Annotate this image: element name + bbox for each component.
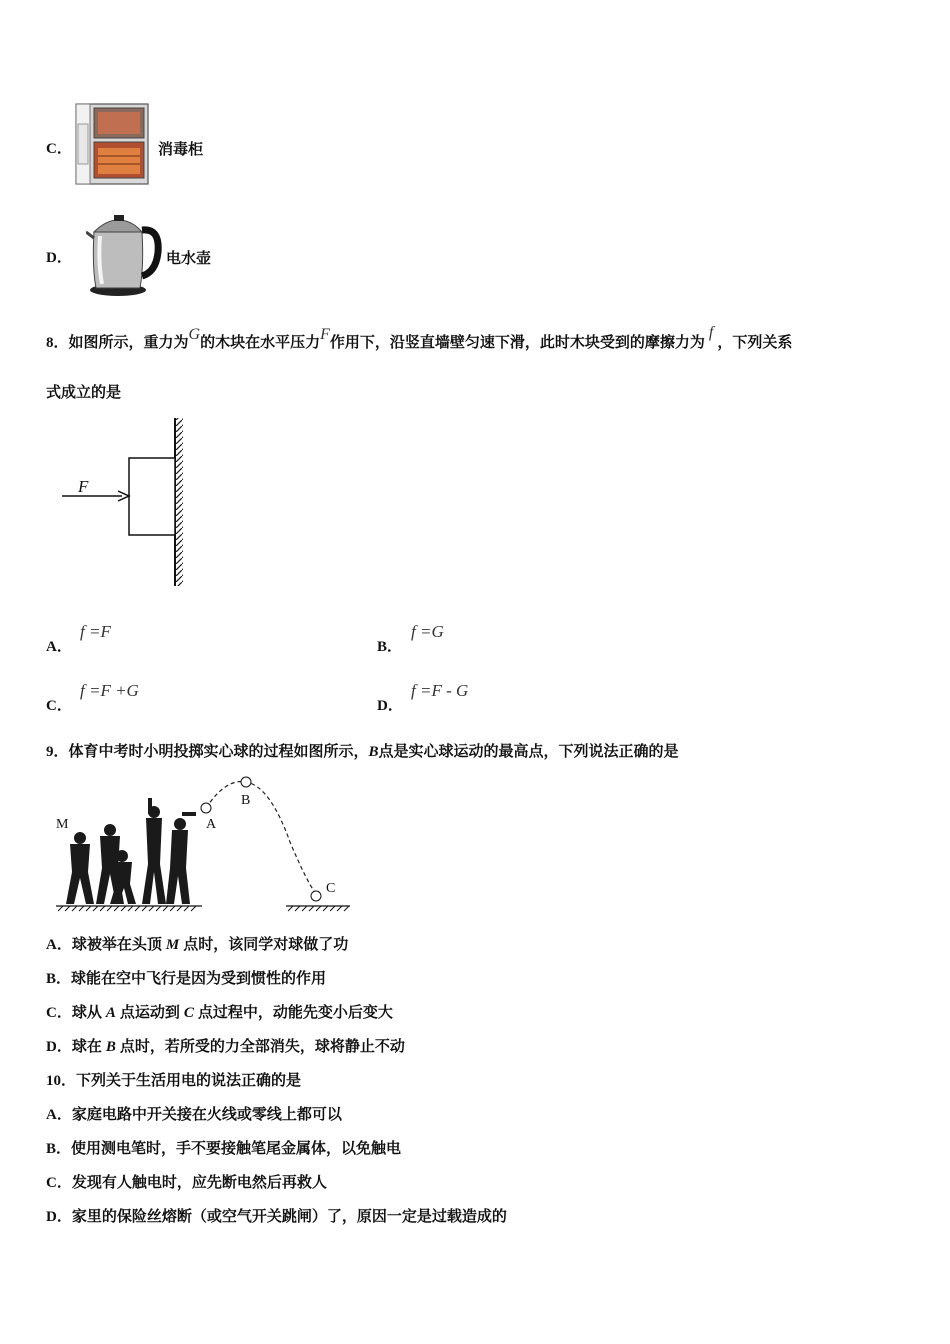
q9-number: 9． (46, 744, 69, 760)
q8-option-d-formula: f =F - G (411, 681, 469, 700)
q9-stem: 9．体育中考时小明投掷实心球的过程如图所示，B点是实心球运动的最高点，下列说法正确的是 (46, 742, 679, 760)
trajectory-path (206, 782, 316, 894)
force-label: F (78, 477, 89, 496)
electric-kettle-image (86, 212, 162, 298)
ball-at-c (311, 891, 321, 901)
q10-option-d: D．家里的保险丝熔断（或空气开关跳闸）了，原因一定是过载造成的 (46, 1207, 507, 1225)
q8-option-d-label: D． (377, 698, 403, 714)
wooden-block (129, 458, 175, 535)
q10-option-b: B．使用测电笔时，手不要接触笔尾金属体，以免触电 (46, 1139, 402, 1157)
ground-left-hatching (58, 906, 196, 911)
q8-number: 8． (46, 335, 69, 351)
disinfection-cabinet-image (72, 102, 152, 186)
q8-option-b-label: B． (377, 639, 403, 655)
q10-number: 10． (46, 1073, 77, 1089)
q8-option-a-label: A． (46, 639, 72, 655)
ball-at-b (241, 777, 251, 787)
q8-var-friction: f (708, 324, 714, 341)
q8-var-force: F (320, 326, 330, 343)
ball-at-a (201, 803, 211, 813)
q8-option-b-formula: f =G (411, 622, 444, 641)
ground-right-hatching (288, 906, 349, 911)
thrower-silhouettes (66, 798, 196, 904)
q10-stem: 10．下列关于生活用电的说法正确的是 (46, 1071, 302, 1089)
q8-block-wall-figure (56, 414, 196, 590)
wall-hatching (175, 418, 183, 586)
q8-var-g: G (188, 326, 201, 343)
q10-option-a: A．家庭电路中开关接在火线或零线上都可以 (46, 1105, 342, 1123)
q10-option-c: C．发现有人触电时，应先断电然后再救人 (46, 1173, 327, 1191)
label-c: C (326, 881, 336, 896)
q8-option-a-formula: f =F (80, 622, 111, 641)
option-d-text: 电水壶 (166, 249, 212, 267)
label-m: M (56, 817, 69, 832)
q9-option-b: B．球能在空中飞行是因为受到惯性的作用 (46, 969, 327, 987)
q9-option-c: C．球从 A 点运动到 C 点过程中，动能先变小后变大 (46, 1003, 393, 1021)
q9-throw-figure (50, 772, 360, 914)
option-c-text: 消毒柜 (158, 140, 204, 158)
q8-option-c-label: C． (46, 698, 72, 714)
q9-option-a: A．球被举在头顶 M 点时，该同学对球做了功 (46, 935, 349, 953)
label-b: B (241, 793, 251, 808)
option-d-label: D． (46, 250, 72, 266)
q9-option-d: D．球在 B 点时，若所受的力全部消失，球将静止不动 (46, 1037, 405, 1055)
q8-stem-line2: 式成立的是 (46, 383, 122, 401)
label-a: A (206, 817, 217, 832)
option-c-label: C． (46, 141, 72, 157)
q8-option-c-formula: f =F +G (80, 681, 139, 700)
q8-stem-line1: 8．如图所示，重力为G的木块在水平压力F作用下，沿竖直墙壁匀速下滑，此时木块受到的摩擦力为f，下列关系 (46, 324, 793, 351)
